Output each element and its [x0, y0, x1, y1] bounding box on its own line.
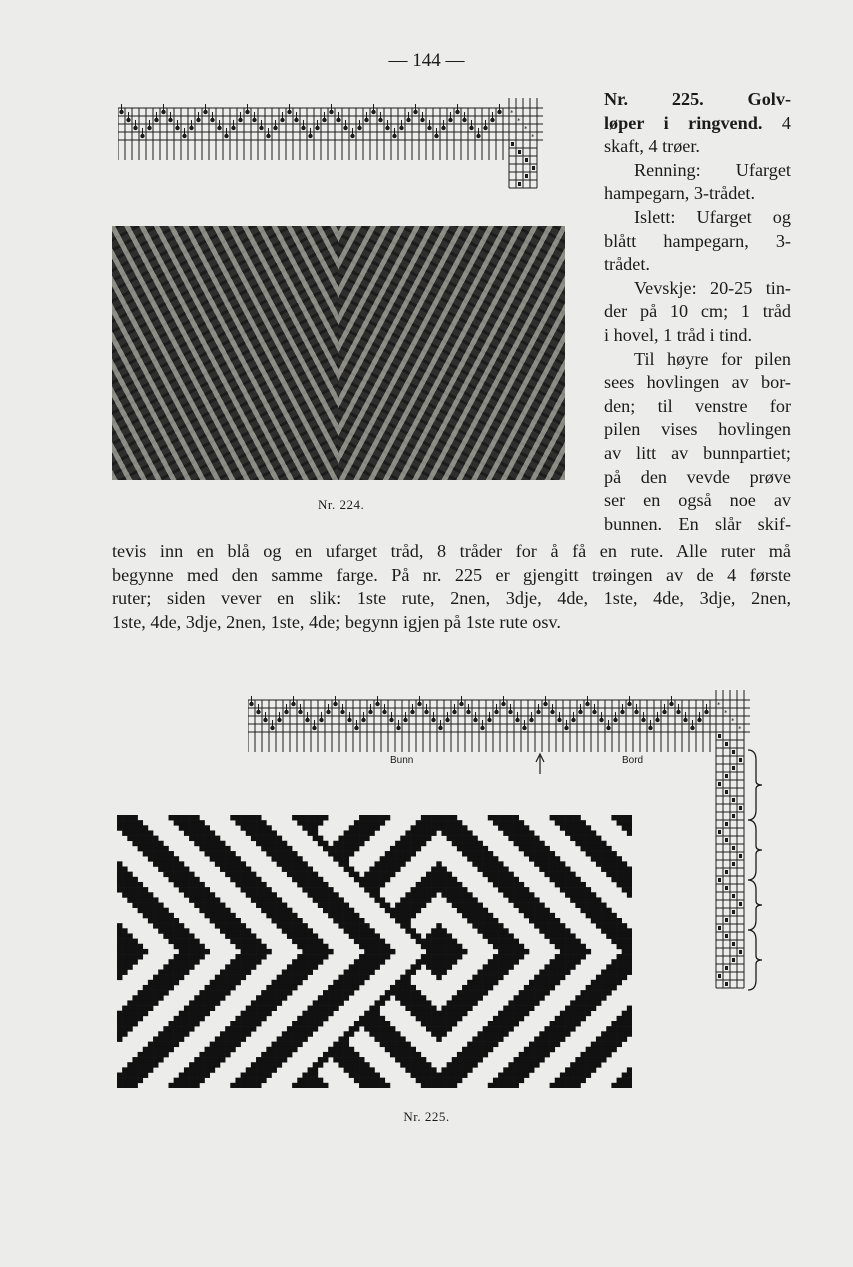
text-line: begynne med den samme farge. På nr. 225 er gjengitt trøingen av de 4 første [112, 564, 791, 585]
text-line: sees hovlingen av bor- [604, 372, 791, 393]
text-line: den; til venstre for [604, 395, 791, 416]
woven-sample-photo-224 [112, 226, 565, 480]
weave-pattern-225 [117, 815, 632, 1088]
svg-text:*: * [724, 709, 728, 717]
text-line: blått hampegarn, 3- [604, 230, 791, 251]
text-line: Til høyre for pilen [634, 348, 791, 369]
text-line: der på 10 cm; 1 tråd [604, 301, 791, 322]
svg-text:*: * [510, 109, 514, 117]
svg-text:*: * [738, 725, 742, 733]
figure-caption-224: Nr. 224. [318, 497, 365, 512]
svg-text:*: * [731, 717, 735, 725]
text-line: i hovel, 1 tråd i tind. [604, 324, 753, 345]
label-bunn: Bunn [390, 755, 414, 766]
text-line: skaft, 4 trøer. [604, 136, 700, 157]
text-line: ruter; siden vever en slik: 1ste rute, 2nen, 3dje, 4de, 1ste, 4de, 3dje, 2nen, [112, 588, 791, 609]
text-line: trådet. [604, 254, 650, 275]
text-line: Nr. 225. Golv- [604, 89, 791, 109]
label-bord: Bord [622, 755, 644, 766]
text-line: ser en også noe av [604, 490, 791, 511]
svg-text:*: * [524, 125, 528, 133]
text-line: Vevskje: 20-25 tin- [634, 277, 791, 298]
figure-caption-225: Nr. 225. [403, 1109, 450, 1124]
draft-diagram-224 [118, 98, 548, 200]
text-line: 1ste, 4de, 3dje, 2nen, 1ste, 4de; begynn igjen på 1ste rute osv. [112, 611, 561, 632]
svg-text:*: * [531, 133, 535, 141]
svg-text:*: * [717, 701, 721, 709]
page-number: — 144 — [388, 50, 465, 71]
text-line: bunnen. En slår skif- [604, 513, 791, 534]
text-line: pilen vises hovlingen [604, 419, 791, 440]
text-line: tevis inn en blå og en ufarget tråd, 8 tråder for å få en rute. Alle ruter må [112, 541, 791, 561]
text-line: løper i ringvend. 4 [604, 112, 791, 133]
description-column [604, 88, 791, 536]
body-paragraph [112, 540, 791, 634]
text-line: på den vevde prøve [604, 466, 791, 487]
text-line: Renning: Ufarget [634, 159, 791, 180]
text-line: Islett: Ufarget og [634, 206, 791, 227]
svg-text:*: * [517, 117, 521, 125]
text-line: hampegarn, 3-trådet. [604, 183, 755, 204]
text-line: av litt av bunnpartiet; [604, 442, 791, 463]
